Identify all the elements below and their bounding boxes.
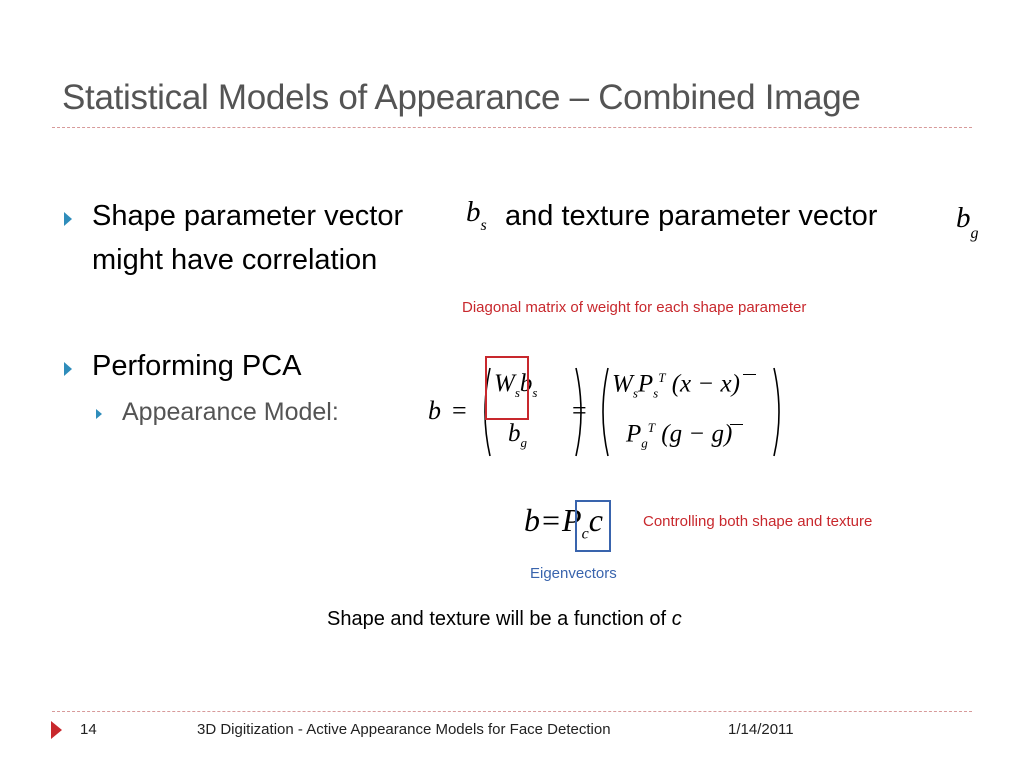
- eq2: $b=P_cc$: [524, 502, 603, 543]
- eq1-left-bottom: $b_g$: [508, 420, 527, 450]
- symbol-b-g: $b_g$: [956, 202, 979, 242]
- annotation-weight-matrix: Diagonal matrix of weight for each shape parameter: [462, 299, 807, 316]
- eq1-lhs: b: [428, 396, 441, 425]
- bullet-1-line-1: [92, 200, 403, 233]
- annotation-controlling: Controlling both shape and texture: [643, 513, 873, 530]
- footer-presentation-title: 3D Digitization - Active Appearance Models for Face Detection: [197, 721, 611, 738]
- sub-bullet-arrow-icon: [96, 409, 102, 419]
- eq1-xbar-overline: [743, 374, 756, 375]
- bullet-arrow-icon: [64, 212, 72, 226]
- bullet-1-text-mid: and texture parameter vector: [505, 200, 878, 232]
- footer-divider: [52, 711, 972, 712]
- eq1-equals-1: =: [452, 396, 467, 425]
- slide-title: Statistical Models of Appearance – Combined Image: [62, 78, 861, 117]
- footer-date: 1/14/2011: [728, 721, 794, 738]
- conclusion-text: Shape and texture will be a function of c: [327, 608, 682, 630]
- bullet-arrow-icon: [64, 362, 72, 376]
- sub-bullet-appearance-model: Appearance Model:: [122, 398, 339, 426]
- bullet-1-text-pre: Shape parameter vector: [92, 200, 404, 232]
- eq1-equals-2: =: [572, 396, 587, 425]
- annotation-eigenvectors: Eigenvectors: [530, 565, 617, 582]
- title-divider: [52, 127, 972, 128]
- eq1-left-top: $W_sb_s$: [494, 370, 538, 400]
- eq1-right-bottom: $P_g^T$ (g − g): [626, 420, 733, 451]
- eigenvectors-highlight-box: [575, 500, 611, 552]
- bullet-2-text: Performing PCA: [92, 350, 302, 382]
- page-number: 14: [80, 721, 97, 738]
- bullet-1-line-2: might have correlation: [92, 244, 378, 276]
- eq1-right-top: $W_sP_s^T$ (x − x): [612, 370, 740, 401]
- weight-matrix-highlight-box: [485, 356, 529, 420]
- symbol-b-s: $b_s$: [466, 196, 487, 234]
- eq1-gbar-overline: [730, 424, 743, 425]
- footer-arrow-icon: [51, 721, 62, 739]
